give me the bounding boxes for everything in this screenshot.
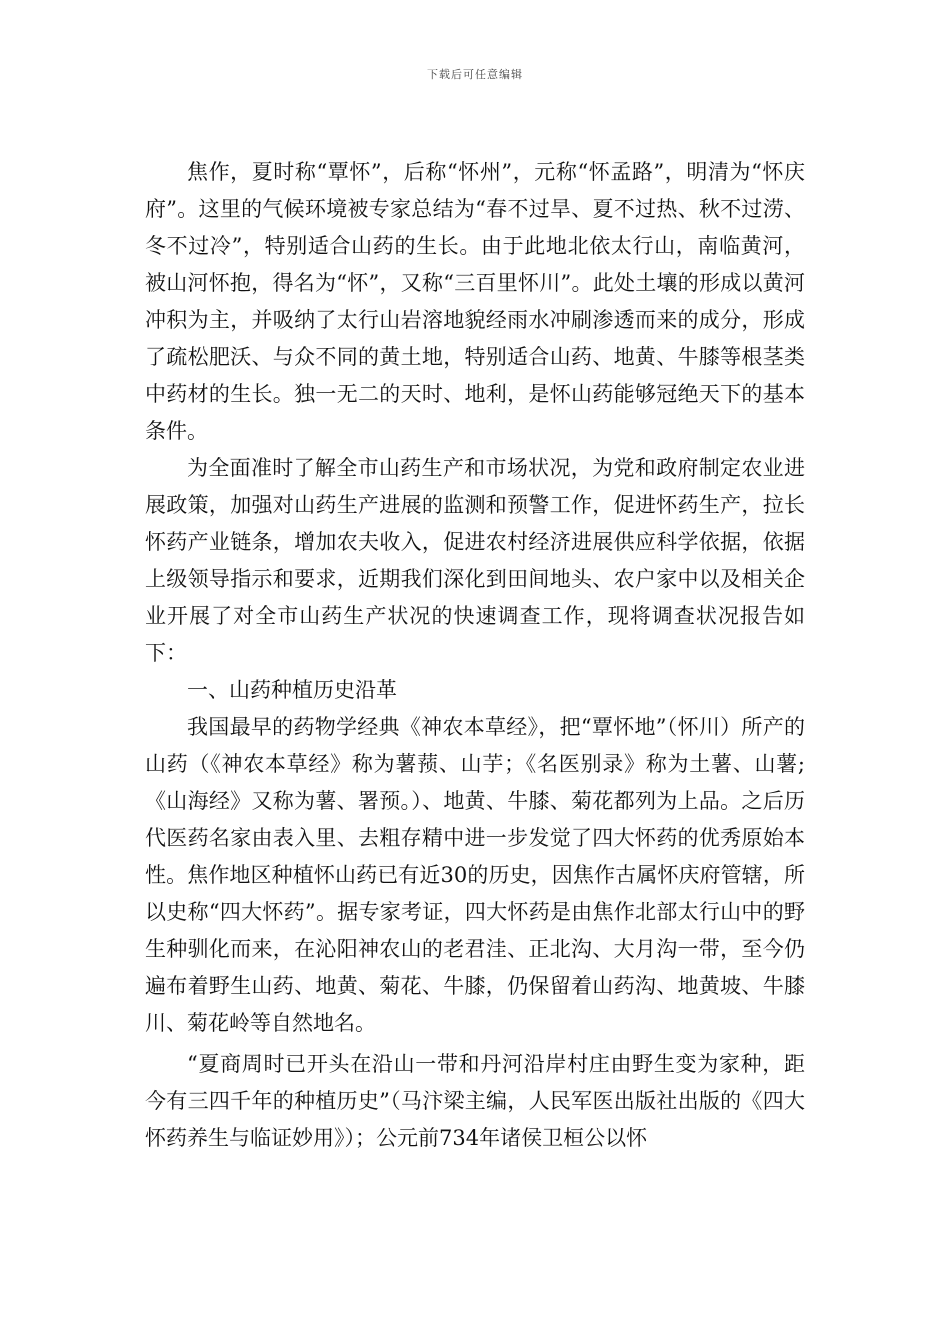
paragraph-history: 我国最早的药物学经典《神农本草经》，把“覃怀地”（怀川）所产的山药（《神农本草经》称为薯蓣、山芋；《名医别录》称为土薯、山薯;《山海经》又称为薯、署预。）、地黄、牛膝、菊花都列为上品。之后历代医药名家由表入里、去粗存精中进一步发觉了四大怀药的优秀原始本性。焦作地区种植怀山药已有近30的历史，因焦作古属怀庆府管辖，所以史称“四大怀药”。据专家考证，四大怀药是由焦作北部太行山中的野生种驯化而来，在沁阳神农山的老君洼、正北沟、大月沟一带，至今仍遍布着野生山药、地黄、菊花、牛膝，仍保留着山药沟、地黄坡、牛膝川、菊花岭等自然地名。 bbox=[145, 715, 805, 1035]
paragraph-quote: “夏商周时已开头在沿山一带和丹河沿岸村庄由野生变为家种，距今有三四千年的种植历史”（马汴梁主编，人民军医出版社出版的《四大怀药养生与临证妙用》）；公元前734年诸侯卫桓公以怀 bbox=[145, 1052, 805, 1150]
paragraph-intro: 焦作，夏时称“覃怀”，后称“怀州”，元称“怀孟路”，明清为“怀庆府”。这里的气候环境被专家总结为“春不过旱、夏不过热、秋不过涝、冬不过冷”，特别适合山药的生长。由于此地北依太行山，南临黄河，被山河怀抱，得名为“怀”，又称“三百里怀川”。此处土壤的形成以黄河冲积为主，并吸纳了太行山岩溶地貌经雨水冲刷渗透而来的成分，形成了疏松肥沃、与众不同的黄土地，特别适合山药、地黄、牛膝等根茎类中药材的生长。独一无二的天时、地利，是怀山药能够冠绝天下的基本条件。 bbox=[145, 160, 805, 443]
section-heading: 一、山药种植历史沿革 bbox=[187, 678, 397, 702]
document-body bbox=[145, 154, 805, 1157]
page-header: 下载后可任意编辑 bbox=[427, 68, 523, 81]
paragraph-purpose: 为全面准时了解全市山药生产和市场状况，为党和政府制定农业进展政策，加强对山药生产进展的监测和预警工作，促进怀药生产，拉长怀药产业链条，增加农夫收入，促进农村经济进展供应科学依据，依据上级领导指示和要求，近期我们深化到田间地头、农户家中以及相关企业开展了对全市山药生产状况的快速调查工作，现将调查状况报告如下： bbox=[145, 456, 805, 665]
